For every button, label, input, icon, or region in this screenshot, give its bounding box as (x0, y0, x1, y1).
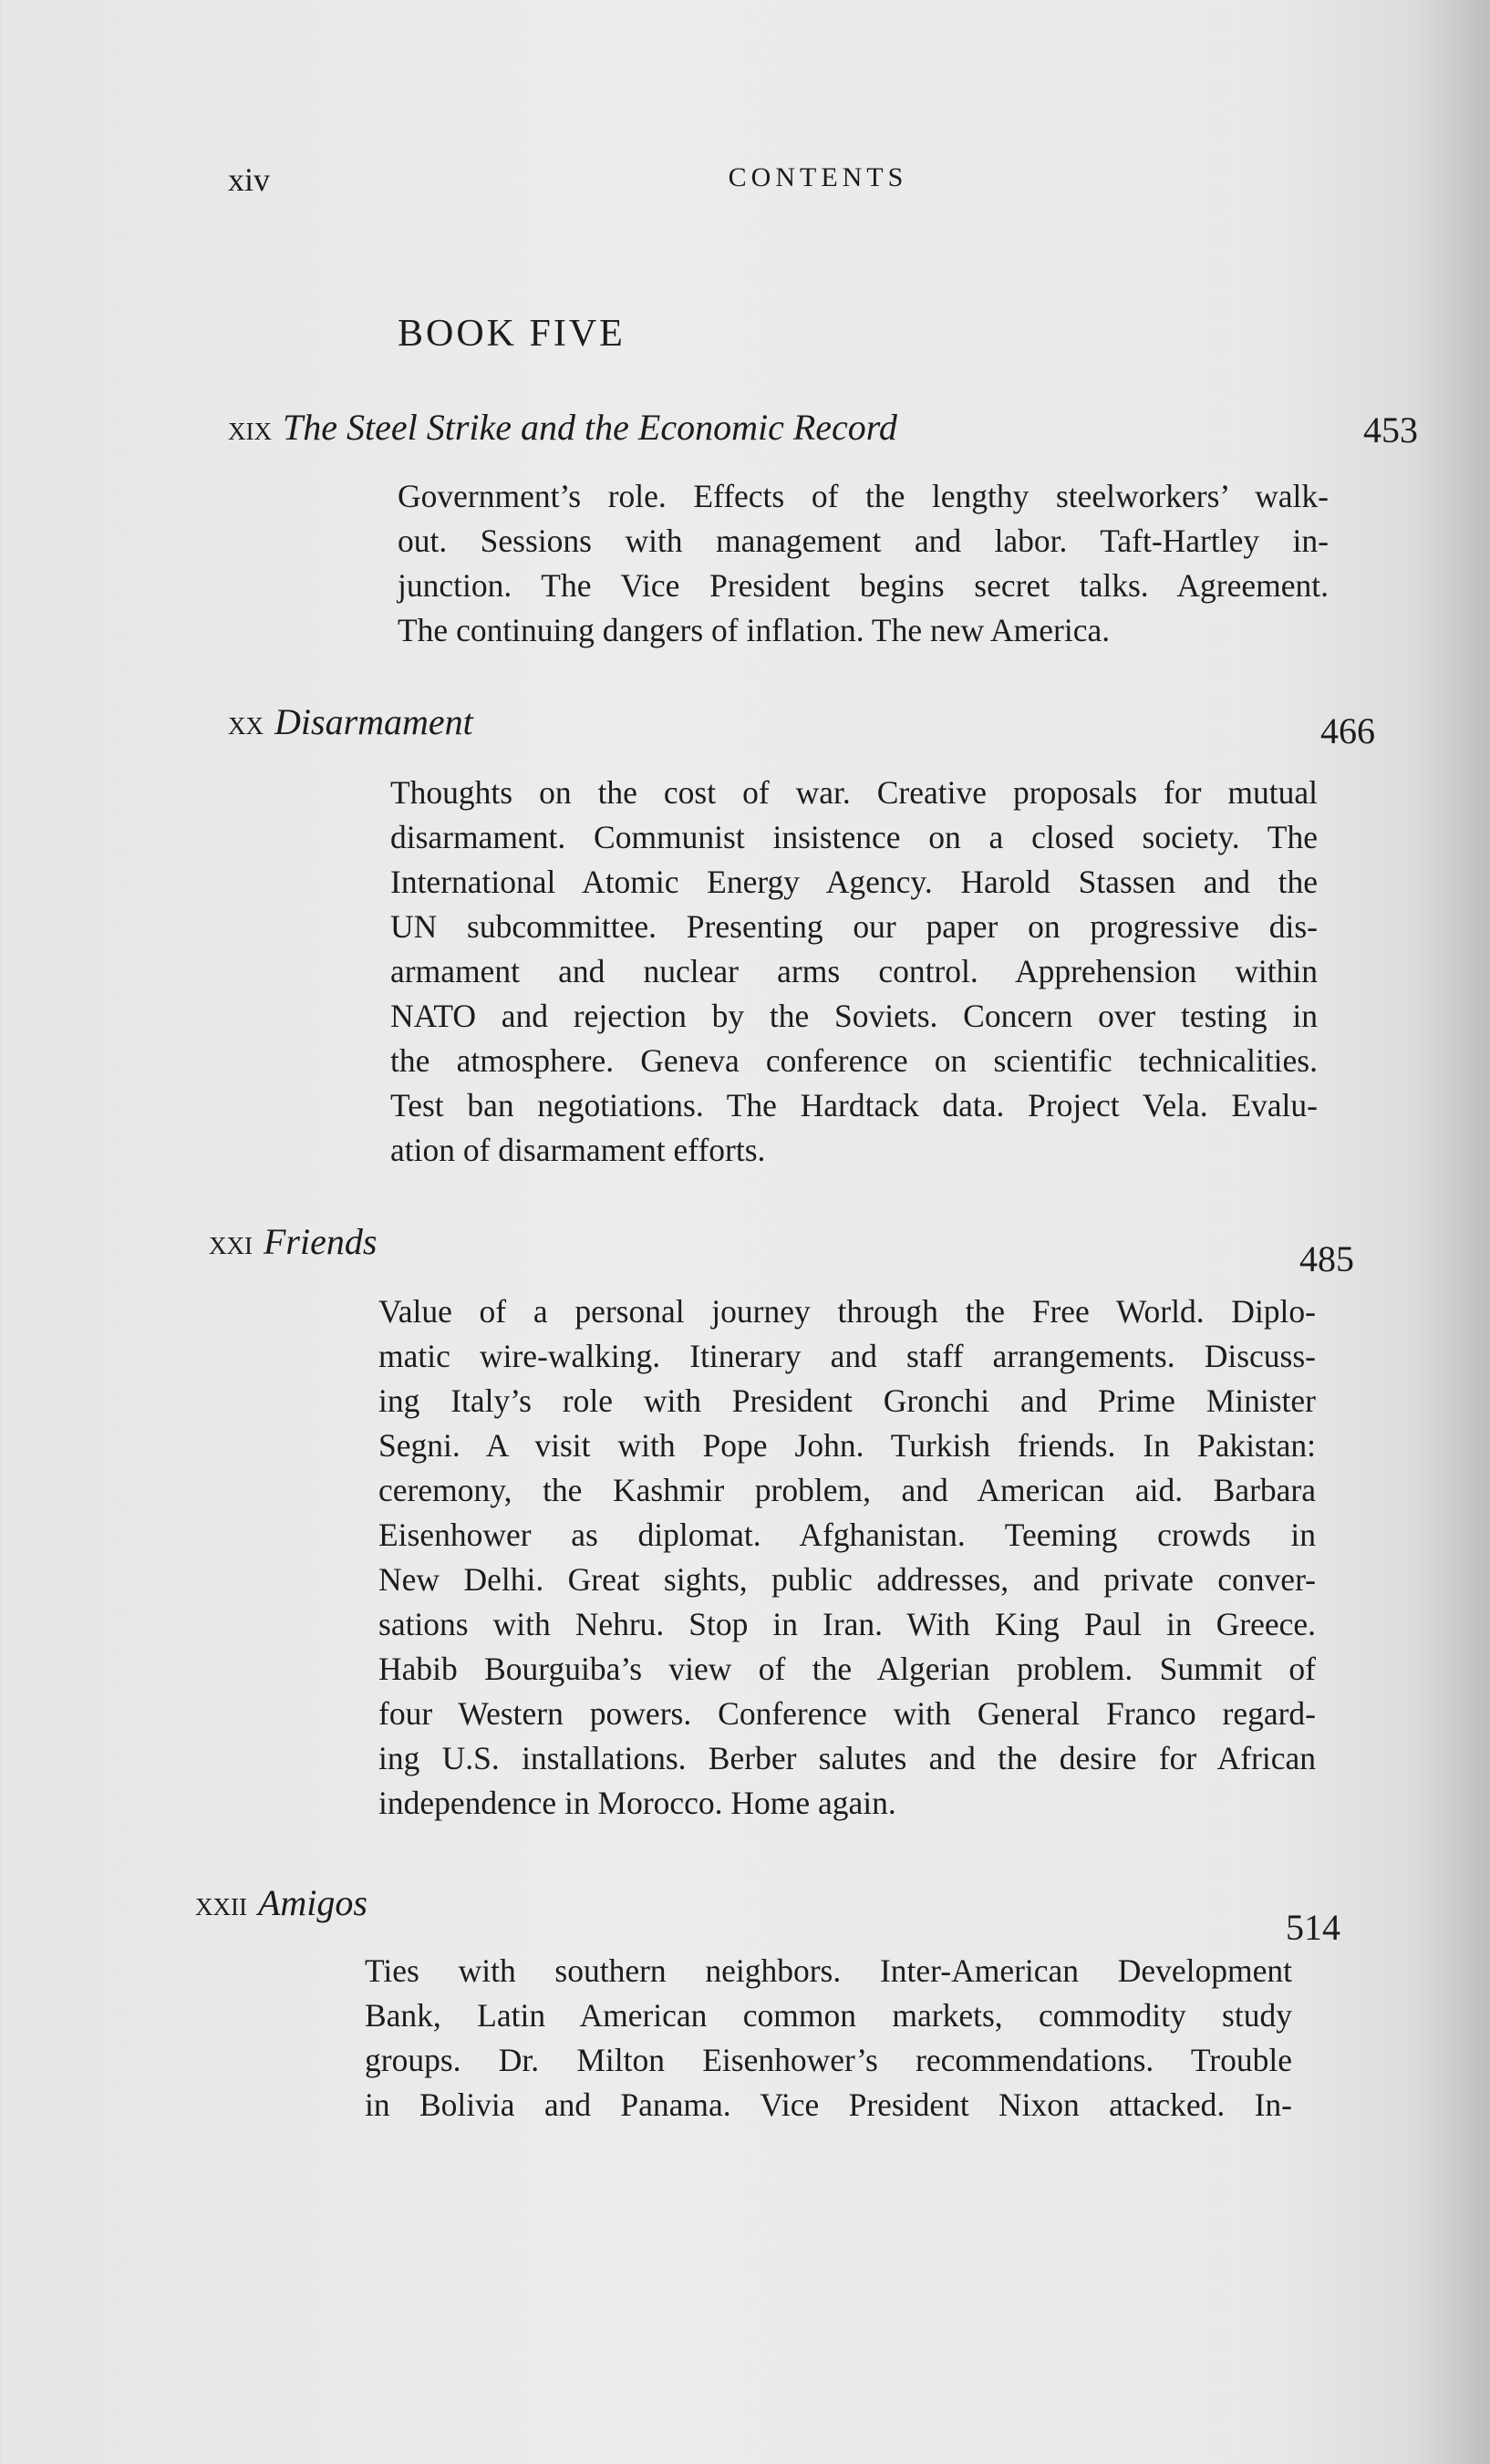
summary-line: ing Italy’s role with President Gronchi and Prime Minister (378, 1382, 1316, 1419)
chapter-heading (209, 1220, 377, 1263)
summary-line: independence in Morocco. Home again. (378, 1785, 896, 1821)
summary-line: NATO and rejection by the Soviets. Concern over testing in (390, 998, 1318, 1034)
chapter-heading (228, 406, 897, 449)
summary-line: Value of a personal journey through the Free World. Diplo- (378, 1293, 1316, 1330)
summary-line: sations with Nehru. Stop in Iran. With King Paul in Greece. (378, 1606, 1316, 1642)
summary-line: four Western powers. Conference with General Franco regard- (378, 1695, 1316, 1732)
chapter-title: Disarmament (274, 701, 473, 742)
summary-line: Segni. A visit with Pope John. Turkish friends. In Pakistan: (378, 1427, 1316, 1464)
chapter-summary (365, 1949, 1292, 2128)
summary-line: Habib Bourguiba’s view of the Algerian problem. Summit of (378, 1651, 1316, 1687)
summary-line: out. Sessions with management and labor. Taft-Hartley in- (398, 523, 1329, 559)
chapter-number: xxi (209, 1224, 253, 1262)
summary-line: Eisenhower as diplomat. Afghanistan. Teeming crowds in (378, 1517, 1316, 1553)
chapter-page-number: 453 (1363, 409, 1418, 450)
running-title: CONTENTS (728, 162, 908, 192)
summary-line: Ties with southern neighbors. Inter-American Development (365, 1952, 1292, 1989)
summary-line: groups. Dr. Milton Eisenhower’s recommendations. Trouble (365, 2042, 1292, 2078)
chapter-summary (390, 771, 1318, 1173)
chapter-summary (398, 474, 1329, 653)
summary-line: ation of disarmament efforts. (390, 1132, 766, 1168)
chapter-heading (195, 1881, 367, 1924)
chapter-page-number: 466 (1320, 710, 1375, 751)
chapter-title: Friends (264, 1221, 378, 1262)
summary-line: the atmosphere. Geneva conference on scientific technicalities. (390, 1042, 1318, 1079)
page-folio: xiv (228, 161, 271, 198)
chapter-number: xx (228, 704, 264, 742)
chapter-title: The Steel Strike and the Economic Record (283, 407, 897, 448)
summary-line: Government’s role. Effects of the lengthy steelworkers’ walk- (398, 478, 1329, 514)
chapter-number: xix (228, 409, 272, 448)
chapter-heading (228, 700, 473, 743)
chapter-summary (378, 1289, 1316, 1826)
summary-line: ing U.S. installations. Berber salutes and the desire for African (378, 1740, 1316, 1776)
summary-line: The continuing dangers of inflation. The new America. (398, 612, 1111, 648)
summary-line: Test ban negotiations. The Hardtack data. Project Vela. Evalu- (390, 1087, 1318, 1123)
chapter-number: xxii (195, 1885, 247, 1923)
summary-line: matic wire-walking. Itinerary and staff arrangements. Discuss- (378, 1338, 1316, 1374)
summary-line: UN subcommittee. Presenting our paper on progressive dis- (390, 908, 1318, 945)
summary-line: in Bolivia and Panama. Vice President Nixon attacked. In- (365, 2086, 1292, 2123)
summary-line: armament and nuclear arms control. Apprehension within (390, 953, 1318, 989)
summary-line: Bank, Latin American common markets, commodity study (365, 1997, 1292, 2034)
chapter-title: Amigos (257, 1882, 367, 1923)
chapter-page-number: 485 (1299, 1238, 1354, 1279)
summary-line: International Atomic Energy Agency. Harold Stassen and the (390, 864, 1318, 900)
summary-line: junction. The Vice President begins secret talks. Agreement. (398, 567, 1329, 604)
summary-line: Thoughts on the cost of war. Creative proposals for mutual (390, 774, 1318, 811)
summary-line: New Delhi. Great sights, public addresses, and private conver- (378, 1561, 1316, 1598)
book-title: BOOK FIVE (398, 313, 626, 355)
summary-line: disarmament. Communist insistence on a closed society. The (390, 819, 1318, 855)
summary-line: ceremony, the Kashmir problem, and American aid. Barbara (378, 1472, 1316, 1508)
chapter-page-number: 514 (1286, 1907, 1340, 1948)
